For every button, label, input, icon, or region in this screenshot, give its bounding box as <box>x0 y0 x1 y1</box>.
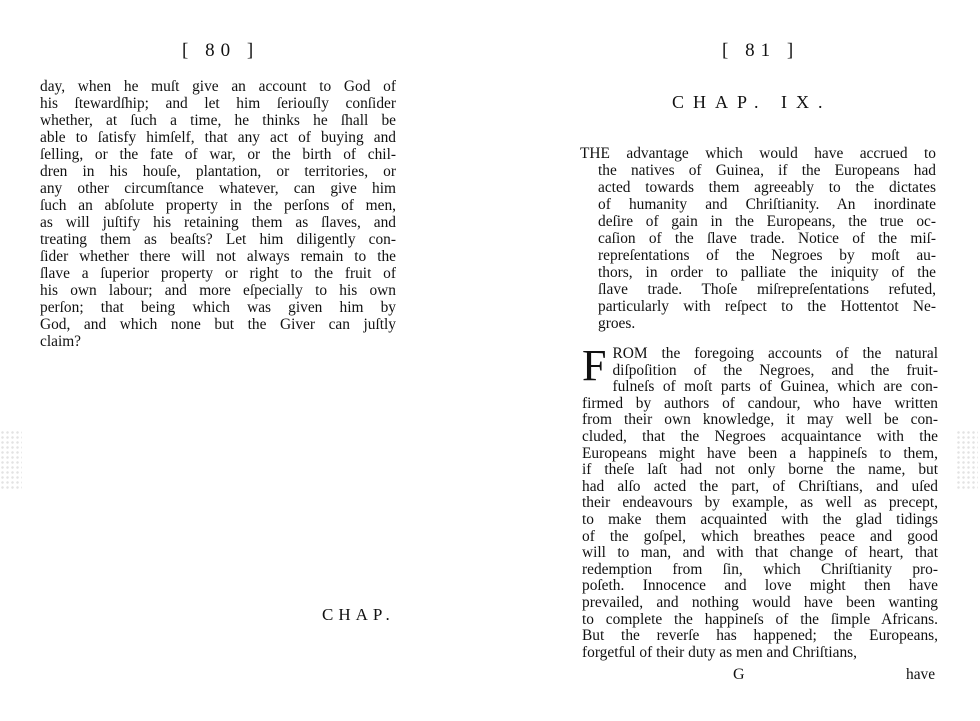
text-line: poſeth. Innocence and love might then have <box>582 577 938 595</box>
right-page-number: [ 81 ] <box>722 40 800 61</box>
summary-line: groes. <box>598 315 636 332</box>
chapter-summary <box>580 145 936 332</box>
text-line: ſuch an abſolute property in the perſons of men, <box>40 197 396 214</box>
summary-line: ſlave trade. Thoſe miſrepreſentations refuted, <box>598 281 936 298</box>
text-line: prevailed, and nothing would have been wanting <box>582 593 938 611</box>
text-line: firmed by authors of candour, who have written <box>582 394 938 412</box>
summary-line: deſire of gain in the Europeans, the true oc- <box>598 213 936 230</box>
text-line: whether, at ſuch a time, he thinks he ſhall be <box>40 112 396 129</box>
text-line: perſon; that being which was given him by <box>40 299 396 316</box>
text-line: God, and which none but the Giver can juſtly <box>40 316 396 333</box>
text-line: able to ſatisfy himſelf, that any act of buying and <box>40 129 396 146</box>
text-line: cluded, that the Negroes acquaintance with the <box>582 427 938 445</box>
text-line: Europeans might have been a happineſs to them, <box>582 444 938 462</box>
text-line: will to man, and with that change of heart, that <box>582 544 938 562</box>
text-line: ROM the foregoing accounts of the natural <box>612 345 938 362</box>
text-line: as will juſtify his retaining them as ſlaves, and <box>40 214 396 231</box>
text-line: ſider whether there will not always remain to the <box>40 248 396 265</box>
summary-line: repreſentations of the Negroes by moſt au- <box>598 247 936 264</box>
text-line: redemption from ſin, which Chriſtianity pro- <box>582 560 938 578</box>
summary-line: particularly with reſpect to the Hottentot Ne- <box>598 298 936 315</box>
text-line: if theſe laſt had not only borne the name, but <box>582 461 938 479</box>
text-line: claim? <box>40 333 82 350</box>
margin-speckle <box>956 430 978 490</box>
text-line: their endeavours by example, as well as precept, <box>582 494 938 512</box>
summary-line: thors, in order to palliate the iniquity of the <box>598 264 936 281</box>
text-line: from their own knowledge, it may well be con- <box>582 411 938 429</box>
signature-mark: G <box>733 666 745 683</box>
summary-line: the natives of Guinea, if the Europeans had <box>598 162 936 179</box>
text-line: diſpoſition of the Negroes, and the fruit- <box>612 361 938 379</box>
summary-line: caſion of the ſlave trade. Notice of the miſ- <box>598 230 936 247</box>
left-body-text <box>40 78 396 350</box>
text-line: had alſo acted the part, of Chriſtians, and uſed <box>582 477 938 495</box>
margin-speckle <box>0 430 22 490</box>
summary-line: THE advantage which would have accrued to <box>580 145 936 162</box>
text-line: of the goſpel, which breathes peace and good <box>582 527 938 545</box>
chapter-heading: CHAP. IX. <box>672 92 832 112</box>
text-line: But the reverſe has happened; the Europeans, <box>582 627 938 645</box>
text-line: day, when he muſt give an account to God of <box>40 78 396 95</box>
text-line: his own labour; and more eſpecially to his own <box>40 282 396 299</box>
text-line: his ſtewardſhip; and let him ſeriouſly conſider <box>40 95 396 112</box>
text-line: forgetful of their duty as men and Chriſtians, <box>582 643 857 661</box>
summary-line: of humanity and Chriſtianity. An inordinate <box>598 196 936 213</box>
text-line: treating them as beaſts? Let him diligently con- <box>40 231 396 248</box>
summary-line: acted towards them agreeably to the dictates <box>598 179 936 196</box>
left-page-number: [ 80 ] <box>182 40 260 61</box>
text-line: fulneſs of moſt parts of Guinea, which are con- <box>612 378 938 396</box>
left-catchword: CHAP. <box>322 605 395 624</box>
text-line: to make them acquainted with the glad tidings <box>582 510 938 528</box>
text-line: dren in his houſe, plantation, or territories, or <box>40 163 396 180</box>
text-line: any other circumſtance whatever, can give him <box>40 180 396 197</box>
text-line: to complete the happineſs of the ſimple Africans. <box>582 610 938 628</box>
right-catchword: have <box>906 666 936 683</box>
drop-cap: F <box>582 341 607 390</box>
text-line: ſelling, or the fate of war, or the birth of chil- <box>40 146 396 163</box>
text-line: ſlave a ſuperior property or right to the fruit of <box>40 265 396 282</box>
chapter-body-text <box>582 341 938 661</box>
